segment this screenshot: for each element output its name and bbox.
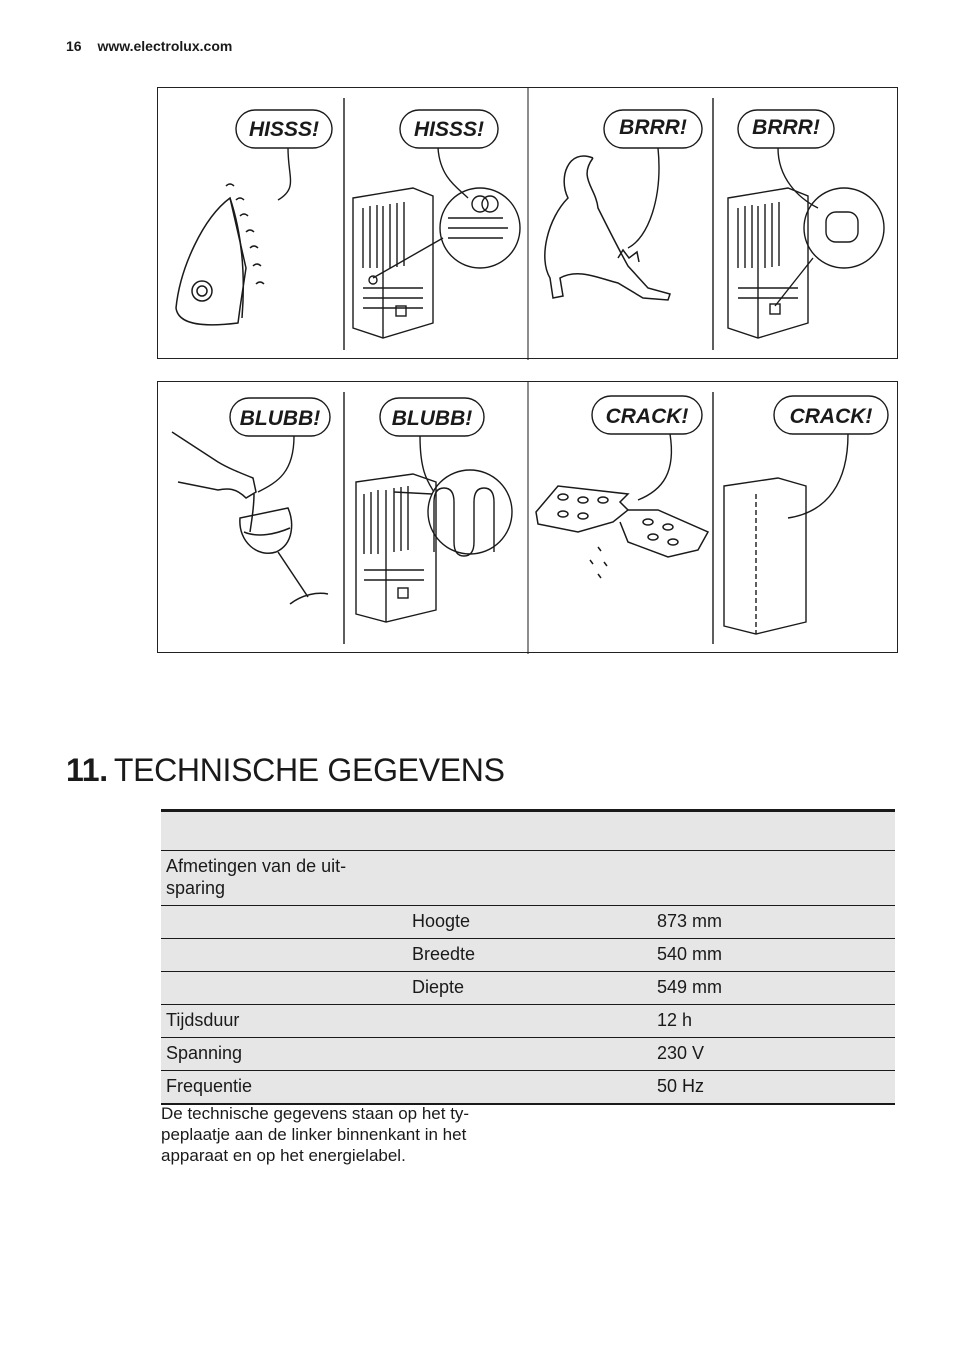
table-cell xyxy=(407,1071,652,1105)
stretching-cat-icon xyxy=(545,156,670,300)
table-cell: Frequentie xyxy=(161,1071,407,1105)
bubble-text: BLUBB! xyxy=(391,407,473,430)
table-cell: Breedte xyxy=(407,939,652,972)
page-header xyxy=(66,38,232,54)
table-cell xyxy=(407,851,652,906)
steam-iron-icon xyxy=(176,184,264,325)
technical-data-table xyxy=(161,809,895,1105)
table-cell: 50 Hz xyxy=(652,1071,895,1105)
bubble-text: BRRR! xyxy=(752,116,820,139)
section-title xyxy=(66,752,505,789)
fridge-compressor-icon xyxy=(728,188,884,338)
table-row xyxy=(161,939,895,972)
table-cell: 230 V xyxy=(652,1038,895,1071)
ice-tray-crack-icon xyxy=(536,486,708,578)
bubble-text: CRACK! xyxy=(605,405,689,428)
table-cell: Afmetingen van de uit- sparing xyxy=(161,851,407,906)
bubble-text: CRACK! xyxy=(789,405,873,428)
bubble-text: BRRR! xyxy=(619,116,687,139)
table-cell xyxy=(161,811,407,851)
table-cell xyxy=(161,939,407,972)
section-heading: TECHNISCHE GEGEVENS xyxy=(113,752,505,788)
noise-illustrations-top xyxy=(158,88,899,360)
table-row xyxy=(161,1038,895,1071)
website-url[interactable]: www.electrolux.com xyxy=(97,38,233,54)
section-number: 11. xyxy=(66,752,108,788)
table-row xyxy=(161,1071,895,1105)
table-cell xyxy=(407,1005,652,1038)
table-cell: Tijdsduur xyxy=(161,1005,407,1038)
bubble-text: BLUBB! xyxy=(239,407,321,430)
table-cell: Diepte xyxy=(407,972,652,1005)
noise-illustrations-bottom xyxy=(158,382,899,654)
freezer-icon xyxy=(724,478,806,634)
table-cell xyxy=(652,851,895,906)
table-row xyxy=(161,906,895,939)
fridge-coil-icon xyxy=(353,188,520,338)
noise-illustration-panel-2 xyxy=(157,381,898,653)
table-row xyxy=(161,1005,895,1038)
table-row xyxy=(161,851,895,906)
table-cell: 549 mm xyxy=(652,972,895,1005)
wine-bottle-glass-icon xyxy=(172,432,328,604)
fridge-pipe-icon xyxy=(356,470,512,622)
noise-illustration-panel-1 xyxy=(157,87,898,359)
page-number: 16 xyxy=(66,38,82,54)
bubble-text: HISSS! xyxy=(413,118,485,141)
table-row xyxy=(161,972,895,1005)
technical-note: De technische gegevens staan op het ty- peplaatje aan de linker binnenkant in het apparaat en op het energielabel. xyxy=(161,1104,470,1165)
table-cell: 873 mm xyxy=(652,906,895,939)
table-cell xyxy=(407,1038,652,1071)
table-cell xyxy=(161,972,407,1005)
table-cell: Spanning xyxy=(161,1038,407,1071)
table-cell: 12 h xyxy=(652,1005,895,1038)
table-cell xyxy=(161,906,407,939)
table-cell xyxy=(407,811,652,851)
bubble-text: HISSS! xyxy=(248,118,320,141)
table-row xyxy=(161,811,895,851)
table-cell: 540 mm xyxy=(652,939,895,972)
table-cell: Hoogte xyxy=(407,906,652,939)
table-cell xyxy=(652,811,895,851)
